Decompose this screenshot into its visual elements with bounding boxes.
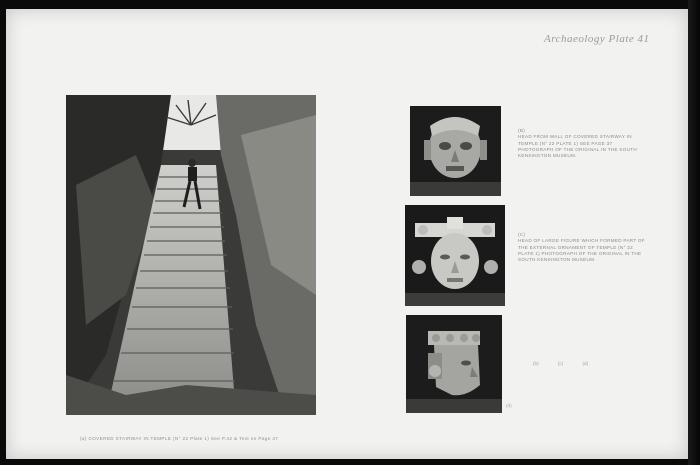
head-figure-b-photograph [410, 106, 501, 196]
head-figure-d-photograph [406, 315, 502, 413]
figure-b-caption [518, 128, 648, 159]
page-edge-shadow [688, 0, 700, 465]
stairway-photograph [66, 95, 316, 415]
figure-d-number: (d) [506, 403, 512, 408]
head-figure-c-photograph [405, 205, 505, 306]
plate-page [6, 9, 688, 459]
figure-b-number: (B) [518, 128, 526, 133]
stairway-caption: (a) COVERED STAIRWAY IN TEMPLE (N° 22 Plate 1) See P.42 & Text on Page 37 [80, 436, 279, 441]
figure-b-text: HEAD FROM WALL OF COVERED STAIRWAY IN TEMPLE (N° 22 PLATE 1) SEE PAGE 37 PHOTOGRAPH OF THE ORIGINAL IN THE SOUTH KENSINGTON MUSEUM. [518, 134, 637, 159]
figure-c-text: HEAD OF LARGE FIGURE WHICH FORMED PART OF THE EXTERNAL ORNAMENT OF TEMPLE (N° 22 PLATE 1) PHOTOGRAPH OF THE ORIGINAL IN THE SOUTH KENSINGTON MUSEUM. [518, 238, 645, 263]
plate-title: Archaeology Plate 41 [544, 33, 650, 45]
figure-labels-row: (b) (c) (d) [533, 361, 589, 366]
figure-c-number: (C) [518, 232, 526, 237]
figure-c-caption [518, 232, 648, 263]
